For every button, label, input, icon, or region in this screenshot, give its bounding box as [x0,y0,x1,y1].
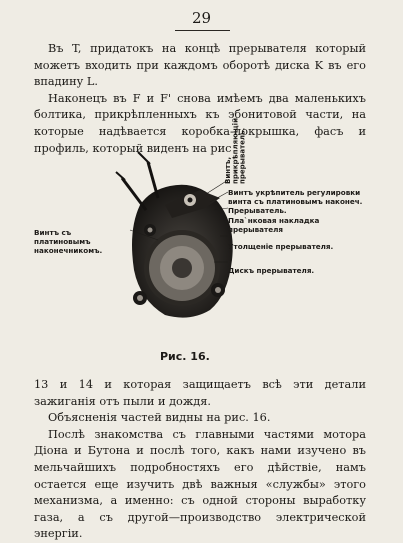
top-text-block [34,41,366,157]
label-platinum-screw: Винтъ съ платиновымъ наконечникомъ. [34,228,103,255]
label-fixing-screw: Винтъ, прикрѣпляющій прерыватель. [224,118,247,184]
label-breaker-plate: Пла`нковая накладка прерывателя [228,216,320,234]
label-breaker: Прерыватель. [228,206,287,215]
bottom-text-block [34,377,366,543]
paragraph-services: Послѣ знакомства съ главными частями мотора Діона и Бутона и послѣ того, какъ нами изучено въ мельчайшихъ подробностяхъ его дѣйствіе, намъ остается еще изучить двѣ важныя «службы» этого механизма, а именно: съ одной стороны выработку газа, а съ другой—производство электрической энергіи. [34,427,366,541]
page-number: 29 [191,9,212,27]
paragraph-continued: 13 и 14 и которая защищаетъ всѣ эти детали зажиганія отъ пыли и дождя. [34,378,366,408]
label-breaker-thickening: Утолщеніе прерывателя. [228,242,334,251]
label-breaker-disk: Дискъ прерывателя. [228,266,315,275]
figure-caption: Рис. 16. [160,350,210,363]
paragraph-breaker-tip: Въ T, придатокъ на концѣ прерывателя который можетъ входить при каждомъ оборотѣ диска K въ его впадину L. [34,42,366,89]
header-rule [175,30,230,31]
paragraph-bolts: Наконецъ въ F и F' снова имѣемъ два маленькихъ болтика, прикрѣпленныхъ къ эбонитовой части, на которые надѣвается коробка-покрышка, фасъ и профиль, который виденъ на рис [34,91,366,155]
label-adjust-screw: Винтъ укрѣпитель регулировки винта съ платиновымъ наконеч. [228,188,363,206]
paragraph-explanations: Объясненія частей видны на рис. 16. [48,411,271,425]
